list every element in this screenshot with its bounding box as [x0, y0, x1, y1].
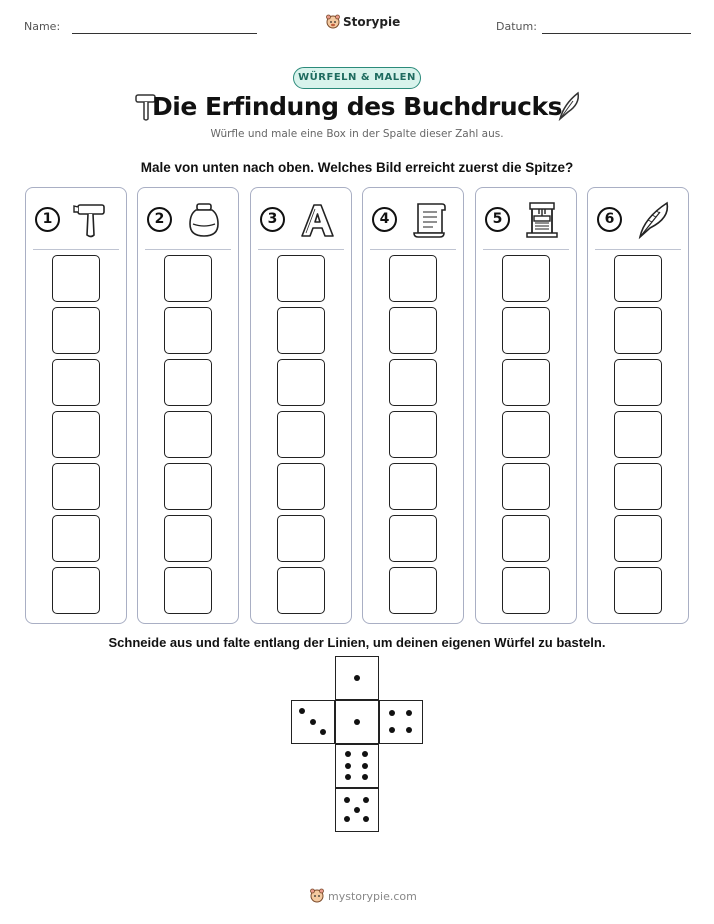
- column-divider: [258, 249, 344, 250]
- die-face-1: [335, 656, 379, 700]
- column-number: 4: [372, 207, 397, 232]
- color-box[interactable]: [277, 463, 325, 510]
- die-pip: [299, 708, 305, 714]
- die-pip: [389, 710, 395, 716]
- color-box[interactable]: [614, 567, 662, 614]
- color-box[interactable]: [52, 567, 100, 614]
- color-box[interactable]: [164, 307, 212, 354]
- color-box[interactable]: [389, 359, 437, 406]
- color-box[interactable]: [389, 255, 437, 302]
- die-face-4: [379, 700, 423, 744]
- color-box[interactable]: [52, 255, 100, 302]
- subtitle: Würfle und male eine Box in der Spalte dieser Zahl aus.: [210, 128, 504, 140]
- dice-column-1: [25, 187, 127, 624]
- color-box[interactable]: [389, 307, 437, 354]
- letter-a-icon: [297, 200, 337, 240]
- color-box[interactable]: [164, 359, 212, 406]
- column-divider: [145, 249, 231, 250]
- name-label: Name:: [24, 20, 61, 33]
- color-box[interactable]: [164, 567, 212, 614]
- storypie-logo: [326, 14, 400, 30]
- color-box[interactable]: [502, 307, 550, 354]
- scroll-icon: [409, 200, 449, 240]
- title-feather-icon: [555, 90, 583, 122]
- dice-column-6: [587, 187, 689, 624]
- footer-mascot-icon: [310, 888, 324, 904]
- column-divider: [33, 249, 119, 250]
- color-box[interactable]: [52, 463, 100, 510]
- column-number: 5: [485, 207, 510, 232]
- color-box[interactable]: [614, 255, 662, 302]
- color-box[interactable]: [502, 411, 550, 458]
- die-pip: [363, 816, 369, 822]
- ink-pot-icon: [184, 200, 224, 240]
- color-box[interactable]: [277, 359, 325, 406]
- dice-column-3: [250, 187, 352, 624]
- printing-press-icon: [522, 200, 562, 240]
- color-box[interactable]: [52, 515, 100, 562]
- color-box[interactable]: [614, 411, 662, 458]
- storypie-mascot-icon: [326, 14, 340, 30]
- column-divider: [595, 249, 681, 250]
- page-title: Die Erfindung des Buchdrucks: [152, 92, 562, 121]
- hammer-icon: [72, 200, 112, 240]
- color-box[interactable]: [52, 307, 100, 354]
- die-pip: [344, 816, 350, 822]
- die-pip: [406, 710, 412, 716]
- column-divider: [370, 249, 456, 250]
- color-box[interactable]: [389, 463, 437, 510]
- color-box[interactable]: [502, 567, 550, 614]
- die-pip: [354, 807, 360, 813]
- color-box[interactable]: [389, 411, 437, 458]
- die-face-3: [291, 700, 335, 744]
- color-box[interactable]: [389, 515, 437, 562]
- die-pip: [345, 774, 351, 780]
- color-box[interactable]: [164, 515, 212, 562]
- color-box[interactable]: [502, 463, 550, 510]
- die-face-1: [335, 700, 379, 744]
- column-divider: [483, 249, 569, 250]
- logo-text: Storypie: [343, 15, 401, 29]
- die-pip: [345, 763, 351, 769]
- color-box[interactable]: [614, 359, 662, 406]
- die-pip: [389, 727, 395, 733]
- column-number: 6: [597, 207, 622, 232]
- color-box[interactable]: [502, 255, 550, 302]
- die-pip: [363, 797, 369, 803]
- activity-badge: WÜRFELN & MALEN: [293, 67, 421, 89]
- color-box[interactable]: [164, 411, 212, 458]
- die-pip: [344, 797, 350, 803]
- color-box[interactable]: [164, 255, 212, 302]
- color-box[interactable]: [277, 567, 325, 614]
- color-box[interactable]: [614, 515, 662, 562]
- die-pip: [354, 719, 360, 725]
- die-face-6: [335, 744, 379, 788]
- die-pip: [320, 729, 326, 735]
- color-box[interactable]: [52, 359, 100, 406]
- column-number: 3: [260, 207, 285, 232]
- column-number: 1: [35, 207, 60, 232]
- feather-quill-icon: [634, 200, 674, 240]
- die-pip: [345, 751, 351, 757]
- instruction: Male von unten nach oben. Welches Bild erreicht zuerst die Spitze?: [140, 160, 574, 175]
- color-box[interactable]: [277, 255, 325, 302]
- dice-column-2: [137, 187, 239, 624]
- color-box[interactable]: [614, 463, 662, 510]
- footer: [310, 888, 417, 904]
- color-box[interactable]: [389, 567, 437, 614]
- color-box[interactable]: [614, 307, 662, 354]
- color-box[interactable]: [164, 463, 212, 510]
- date-line[interactable]: [542, 33, 691, 34]
- die-pip: [362, 763, 368, 769]
- column-number: 2: [147, 207, 172, 232]
- dice-column-4: [362, 187, 464, 624]
- color-box[interactable]: [52, 411, 100, 458]
- cut-instruction: Schneide aus und falte entlang der Linien, um deinen eigenen Würfel zu basteln.: [108, 635, 606, 650]
- name-line[interactable]: [72, 33, 257, 34]
- die-pip: [362, 774, 368, 780]
- die-pip: [354, 675, 360, 681]
- footer-text: mystorypie.com: [328, 889, 417, 903]
- color-box[interactable]: [502, 515, 550, 562]
- color-box[interactable]: [277, 515, 325, 562]
- color-box[interactable]: [277, 307, 325, 354]
- dice-column-5: [475, 187, 577, 624]
- color-box[interactable]: [277, 411, 325, 458]
- date-label: Datum:: [496, 20, 537, 33]
- die-pip: [310, 719, 316, 725]
- die-face-5: [335, 788, 379, 832]
- die-pip: [406, 727, 412, 733]
- die-pip: [362, 751, 368, 757]
- color-box[interactable]: [502, 359, 550, 406]
